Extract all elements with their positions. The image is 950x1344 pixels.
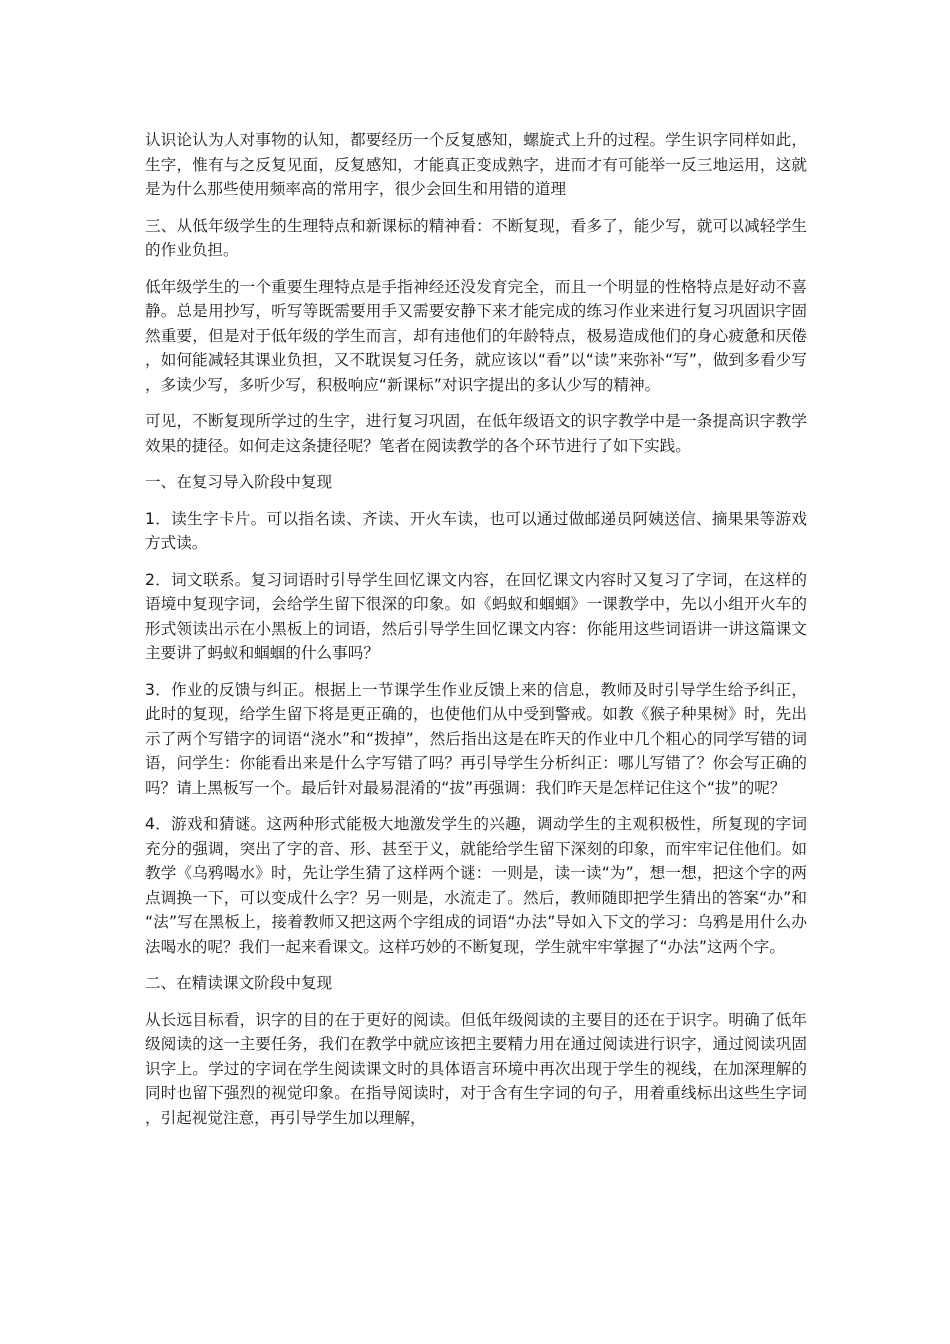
paragraph-item-4: 4．游戏和猜谜。这两种形式能极大地激发学生的兴趣，调动学生的主观积极性，所复现的字词充分的强调，突出了字的音、形、甚至于义，就能给学生留下深刻的印象，而牢牢记住他们。如教学《乌鸦喝水》时，先让学生猜了这样两个谜：一则是，读一读“为”，想一想，把这个字的两点调换一下，可以变成什么字？另一则是，水流走了。然后，教师随即把学生猜出的答案“办”和“法”写在黑板上，接着教师又把这两个字组成的词语“办法”导如入下文的学习：乌鸦是用什么办法喝水的呢？我们一起来看课文。这样巧妙的不断复现，学生就牢牢掌握了“办法”这两个字。 <box>145 815 807 956</box>
paragraph-item-3: 3．作业的反馈与纠正。根据上一节课学生作业反馈上来的信息，教师及时引导学生给予纠正，此时的复现，给学生留下将是更正确的，也使他们从中受到警戒。如教《猴子种果树》时，先出示了两个写错字的词语“浇水”和“拨掉”，然后指出这是在昨天的作业中几个粗心的同学写错的词语，问学生：你能看出来是什么字写错了吗？再引导学生分析纠正：哪儿写错了？你会写正确的吗？请上黑板写一个。最后针对最易混淆的“拔”再强调：我们昨天是怎样记住这个“拔”的呢？ <box>145 680 807 797</box>
heading-section-three: 三、从低年级学生的生理特点和新课标的精神看：不断复现，看多了，能少写，就可以减轻学生的作业负担。 <box>145 216 807 259</box>
document-body <box>145 128 807 1142</box>
paragraph-reading-goal: 从长远目标看，识字的目的在于更好的阅读。但低年级阅读的主要目的还在于识字。明确了低年级阅读的这一主要任务，我们在教学中就应该把主要精力用在通过阅读进行识字，通过阅读巩固识字上。学过的字词在学生阅读课文时的具体语言环境中再次出现于学生的视线，在加深理解的同时也留下强烈的视觉印象。在指导阅读时，对于含有生字词的句子，用着重线标出这些生字词，引起视觉注意，再引导学生加以理解， <box>145 1010 807 1127</box>
heading-review-stage: 一、在复习导入阶段中复现 <box>145 473 333 491</box>
paragraph-physiology: 低年级学生的一个重要生理特点是手指神经还没发育完全，而且一个明显的性格特点是好动不喜静。总是用抄写，听写等既需要用手又需要安静下来才能完成的练习作业来进行复习巩固识字固然重要，但是对于低年级的学生而言，却有违他们的年龄特点，极易造成他们的身心疲惫和厌倦，如何能减轻其课业负担，又不耽误复习任务，就应该以“看”以“读”来弥补“写”，做到多看少写，多读少写，多听少写，积极响应“新课标”对识字提出的多认少写的精神。 <box>145 277 807 394</box>
paragraph-cognition-theory: 认识论认为人对事物的认知，都要经历一个反复感知，螺旋式上升的过程。学生识字同样如此，生字，惟有与之反复见面，反复感知，才能真正变成熟字，进而才有可能举一反三地运用，这就是为什么那些使用频率高的常用字，很少会回生和用错的道理 <box>145 131 807 198</box>
heading-intensive-reading: 二、在精读课文阶段中复现 <box>145 974 333 992</box>
paragraph-item-2: 2．词文联系。复习词语时引导学生回忆课文内容，在回忆课文内容时又复习了字词，在这样的语境中复现字词，会给学生留下很深的印象。如《蚂蚁和蝈蝈》一课教学中，先以小组开火车的形式领读出示在小黑板上的词语，然后引导学生回忆课文内容：你能用这些词语讲一讲这篇课文主要讲了蚂蚁和蝈蝈的什么事吗？ <box>145 570 807 662</box>
paragraph-conclusion: 可见，不断复现所学过的生字，进行复习巩固，在低年级语文的识字教学中是一条提高识字教学效果的捷径。如何走这条捷径呢？笔者在阅读教学的各个环节进行了如下实践。 <box>145 412 807 455</box>
paragraph-item-1: 1．读生字卡片。可以指名读、齐读、开火车读，也可以通过做邮递员阿姨送信、摘果果等游戏方式读。 <box>145 509 807 552</box>
